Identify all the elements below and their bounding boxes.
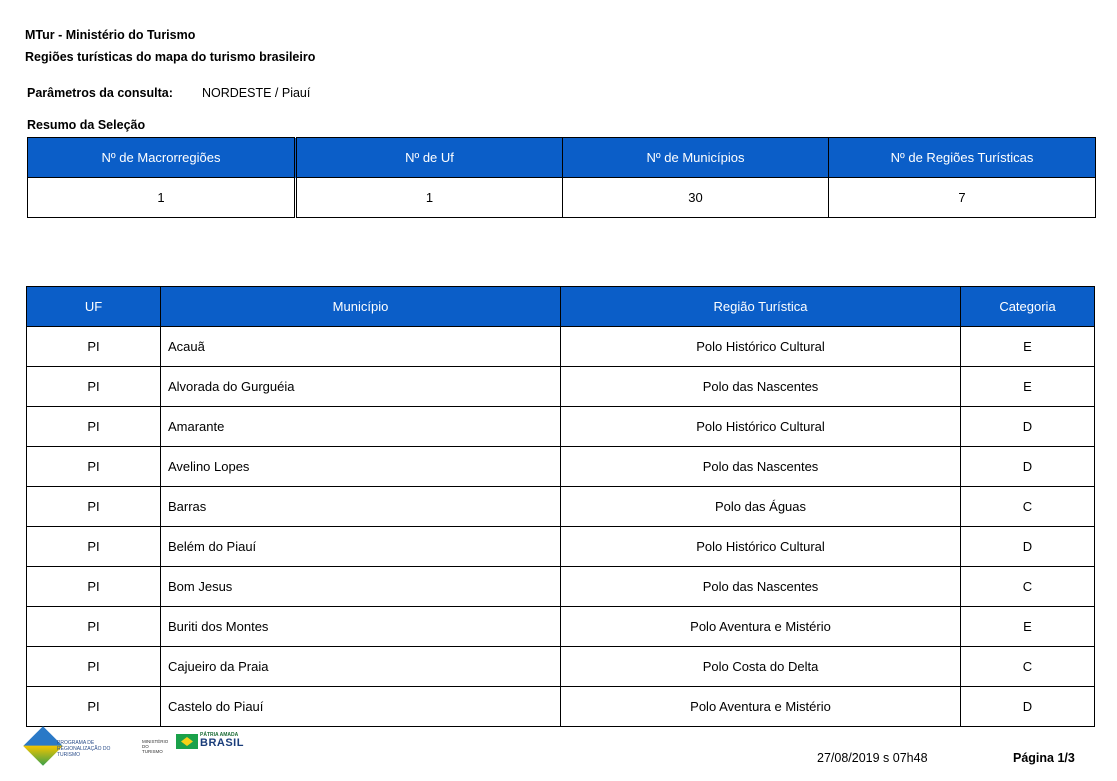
table-row: [27, 527, 1095, 567]
query-params: [27, 86, 311, 100]
cell-tourist-region: Polo das Nascentes: [561, 367, 961, 407]
table-row: [27, 567, 1095, 607]
cell-category: C: [961, 647, 1095, 687]
cell-category: D: [961, 447, 1095, 487]
patria-amada-text: PÁTRIA AMADA: [200, 732, 239, 738]
ministry-logo-text: MINISTÉRIO DO TURISMO: [142, 739, 169, 754]
cell-category: E: [961, 607, 1095, 647]
cell-municipality: Alvorada do Gurguéia: [161, 367, 561, 407]
table-row: [27, 327, 1095, 367]
cell-municipality: Belém do Piauí: [161, 527, 561, 567]
cell-uf: PI: [27, 487, 161, 527]
table-row: [27, 607, 1095, 647]
cell-tourist-region: Polo Histórico Cultural: [561, 527, 961, 567]
table-row: [27, 647, 1095, 687]
summary-header-uf: Nº de Uf: [296, 138, 563, 178]
params-value: NORDESTE / Piauí: [202, 86, 311, 100]
cell-tourist-region: Polo das Nascentes: [561, 567, 961, 607]
cell-uf: PI: [27, 407, 161, 447]
cell-municipality: Castelo do Piauí: [161, 687, 561, 727]
params-label: Parâmetros da consulta:: [27, 86, 173, 100]
page-number: Página 1/3: [1013, 751, 1075, 765]
cell-tourist-region: Polo Aventura e Mistério: [561, 607, 961, 647]
cell-category: C: [961, 487, 1095, 527]
regionalization-logo-text: PROGRAMA DE REGIONALIZAÇÃO DO TURISMO: [57, 740, 111, 758]
cell-category: C: [961, 567, 1095, 607]
cell-uf: PI: [27, 367, 161, 407]
cell-municipality: Buriti dos Montes: [161, 607, 561, 647]
government-logo: [142, 732, 242, 756]
footer-logos: [27, 730, 247, 772]
municipalities-table: [26, 286, 1095, 727]
cell-category: E: [961, 367, 1095, 407]
cell-municipality: Cajueiro da Praia: [161, 647, 561, 687]
cell-tourist-region: Polo Histórico Cultural: [561, 407, 961, 447]
cell-tourist-region: Polo Histórico Cultural: [561, 327, 961, 367]
cell-uf: PI: [27, 647, 161, 687]
cell-uf: PI: [27, 447, 161, 487]
cell-tourist-region: Polo das Águas: [561, 487, 961, 527]
cell-uf: PI: [27, 687, 161, 727]
summary-header-municipalities: Nº de Municípios: [563, 138, 829, 178]
summary-value-macroregions: 1: [28, 178, 296, 218]
summary-header-row: [28, 138, 1096, 178]
cell-municipality: Avelino Lopes: [161, 447, 561, 487]
column-header-municipality: Município: [161, 287, 561, 327]
cell-category: D: [961, 687, 1095, 727]
table-row: [27, 447, 1095, 487]
summary-value-tourist-regions: 7: [829, 178, 1096, 218]
summary-label: Resumo da Seleção: [27, 118, 146, 132]
column-header-tourist-region: Região Turística: [561, 287, 961, 327]
summary-value-uf: 1: [296, 178, 563, 218]
cell-uf: PI: [27, 567, 161, 607]
cell-uf: PI: [27, 327, 161, 367]
table-row: [27, 487, 1095, 527]
table-row: [27, 407, 1095, 447]
table-row: [27, 367, 1095, 407]
summary-values-row: [28, 178, 1096, 218]
summary-header-macroregions: Nº de Macrorregiões: [28, 138, 296, 178]
brazil-flag-icon: [176, 734, 198, 749]
cell-category: E: [961, 327, 1095, 367]
cell-municipality: Bom Jesus: [161, 567, 561, 607]
cell-municipality: Barras: [161, 487, 561, 527]
cell-tourist-region: Polo Aventura e Mistério: [561, 687, 961, 727]
cell-uf: PI: [27, 527, 161, 567]
column-header-category: Categoria: [961, 287, 1095, 327]
summary-table: [27, 137, 1096, 218]
table-header-row: [27, 287, 1095, 327]
brasil-text: BRASIL: [200, 737, 244, 749]
cell-category: D: [961, 407, 1095, 447]
cell-municipality: Amarante: [161, 407, 561, 447]
cell-category: D: [961, 527, 1095, 567]
cell-tourist-region: Polo das Nascentes: [561, 447, 961, 487]
cell-municipality: Acauã: [161, 327, 561, 367]
generation-timestamp: 27/08/2019 s 07h48: [817, 751, 928, 765]
summary-header-tourist-regions: Nº de Regiões Turísticas: [829, 138, 1096, 178]
regionalization-program-logo: [27, 730, 137, 770]
cell-tourist-region: Polo Costa do Delta: [561, 647, 961, 687]
table-row: [27, 687, 1095, 727]
summary-value-municipalities: 30: [563, 178, 829, 218]
column-header-uf: UF: [27, 287, 161, 327]
org-title: MTur - Ministério do Turismo: [25, 28, 196, 42]
cell-uf: PI: [27, 607, 161, 647]
report-title: Regiões turísticas do mapa do turismo brasileiro: [25, 50, 316, 64]
